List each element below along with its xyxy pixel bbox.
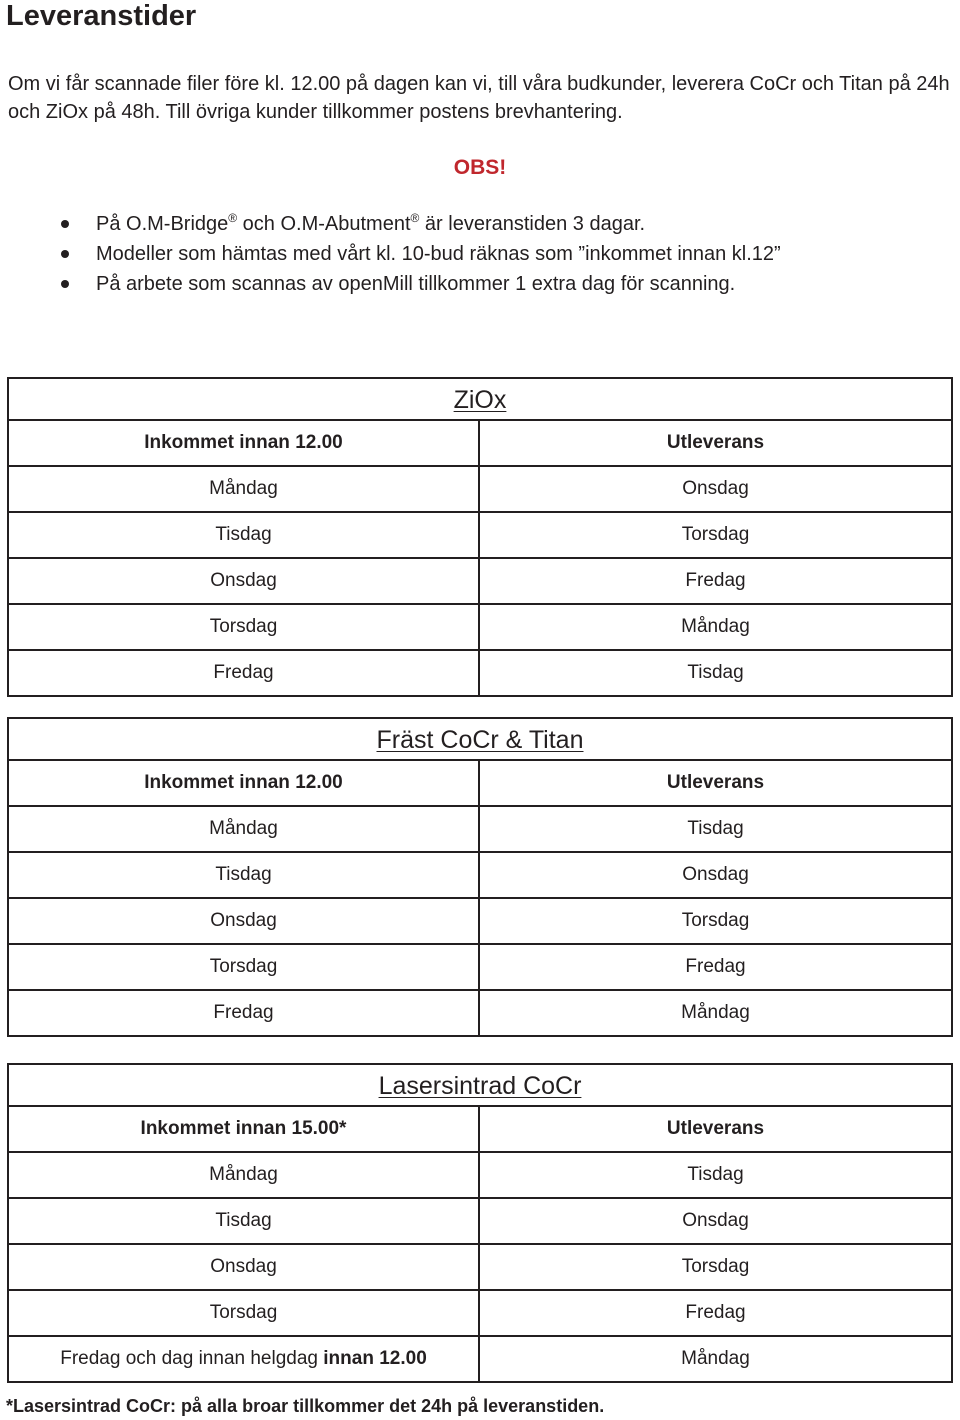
header-delivery: Utleverans <box>666 772 765 793</box>
table-row <box>9 805 951 851</box>
bullet-dot-icon <box>61 250 69 258</box>
table-row <box>9 557 951 603</box>
delivery-day: Onsdag <box>682 478 749 499</box>
table-title-text: Fräst CoCr & Titan <box>376 726 584 754</box>
table-title <box>9 1065 951 1107</box>
bullet-text: är leveranstiden 3 dagar. <box>419 213 646 235</box>
table-header-row <box>9 761 951 805</box>
registered-mark: ® <box>410 211 420 225</box>
footnote: *Lasersintrad CoCr: på alla broar tillkommer det 24h på leveranstiden. <box>6 1396 605 1416</box>
table-row <box>9 1151 951 1197</box>
delivery-day: Måndag <box>681 1348 750 1369</box>
bullet-item-openmill <box>0 269 781 299</box>
bullet-text: På O.M-Bridge <box>96 213 229 235</box>
incoming-day: Måndag <box>9 467 480 511</box>
table-row <box>9 649 951 695</box>
table-row <box>9 1243 951 1289</box>
incoming-day: Torsdag <box>9 945 480 989</box>
table-row <box>9 465 951 511</box>
table-header-row <box>9 421 951 465</box>
incoming-day: Tisdag <box>9 1199 480 1243</box>
incoming-deadline-text: innan 12.00 <box>323 1348 427 1369</box>
delivery-day: Tisdag <box>687 818 744 839</box>
delivery-day: Torsdag <box>681 910 750 931</box>
table-title <box>9 379 951 421</box>
delivery-day: Måndag <box>681 616 750 637</box>
header-delivery: Utleverans <box>666 1118 765 1139</box>
table-row <box>9 943 951 989</box>
incoming-day: Tisdag <box>9 513 480 557</box>
bullet-text: Modeller som hämtas med vårt kl. 10-bud räknas som ”inkommet innan kl.12” <box>96 243 781 265</box>
table-row <box>9 511 951 557</box>
intro-paragraph: Om vi får scannade filer före kl. 12.00 på dagen kan vi, till våra budkunder, leverera CoCr och Titan på 24h och ZiOx på 48h. Till övriga kunder tillkommer postens brevhantering. <box>8 73 950 123</box>
bullet-dot-icon <box>61 280 69 288</box>
page-title: Leveranstider <box>6 0 197 32</box>
delivery-day: Tisdag <box>687 1164 744 1185</box>
bullet-text: och O.M-Abutment <box>237 213 411 235</box>
table-row <box>9 1197 951 1243</box>
table-row <box>9 1335 951 1381</box>
bullet-list <box>0 209 781 299</box>
table-row <box>9 603 951 649</box>
delivery-day: Onsdag <box>682 864 749 885</box>
incoming-day-text: Fredag och dag innan helgdag <box>60 1348 324 1369</box>
incoming-day: Torsdag <box>9 1291 480 1335</box>
incoming-day: Torsdag <box>9 605 480 649</box>
laser-sintered-cocr-schedule-table <box>7 1063 953 1383</box>
delivery-day: Torsdag <box>681 1256 750 1277</box>
delivery-day: Fredag <box>685 1302 746 1323</box>
header-incoming: Inkommet innan 12.00 <box>9 421 480 465</box>
incoming-day: Fredag <box>9 651 480 695</box>
delivery-day: Fredag <box>685 570 746 591</box>
header-incoming: Inkommet innan 12.00 <box>9 761 480 805</box>
incoming-day-holiday <box>9 1337 480 1381</box>
incoming-day: Fredag <box>9 991 480 1035</box>
registered-mark: ® <box>228 211 238 225</box>
incoming-day: Onsdag <box>9 1245 480 1289</box>
bullet-dot-icon <box>61 220 69 228</box>
table-title <box>9 719 951 761</box>
table-title-text: Lasersintrad CoCr <box>378 1072 582 1100</box>
delivery-day: Tisdag <box>687 662 744 683</box>
header-incoming: Inkommet innan 15.00* <box>9 1107 480 1151</box>
table-row <box>9 897 951 943</box>
milled-cocr-titan-schedule-table <box>7 717 953 1037</box>
incoming-day: Onsdag <box>9 899 480 943</box>
obs-notice: OBS! <box>453 156 507 179</box>
delivery-day: Fredag <box>685 956 746 977</box>
table-row <box>9 1289 951 1335</box>
ziox-schedule-table <box>7 377 953 697</box>
delivery-day: Onsdag <box>682 1210 749 1231</box>
incoming-day: Måndag <box>9 1153 480 1197</box>
delivery-day: Måndag <box>681 1002 750 1023</box>
table-row <box>9 989 951 1035</box>
header-delivery: Utleverans <box>666 432 765 453</box>
bullet-text: På arbete som scannas av openMill tillkommer 1 extra dag för scanning. <box>96 273 736 295</box>
bullet-item-models <box>0 239 781 269</box>
delivery-day: Torsdag <box>681 524 750 545</box>
incoming-day: Onsdag <box>9 559 480 603</box>
table-row <box>9 851 951 897</box>
incoming-day: Tisdag <box>9 853 480 897</box>
incoming-day: Måndag <box>9 807 480 851</box>
table-title-text: ZiOx <box>453 386 507 414</box>
table-header-row <box>9 1107 951 1151</box>
bullet-item-om-products <box>0 209 781 239</box>
